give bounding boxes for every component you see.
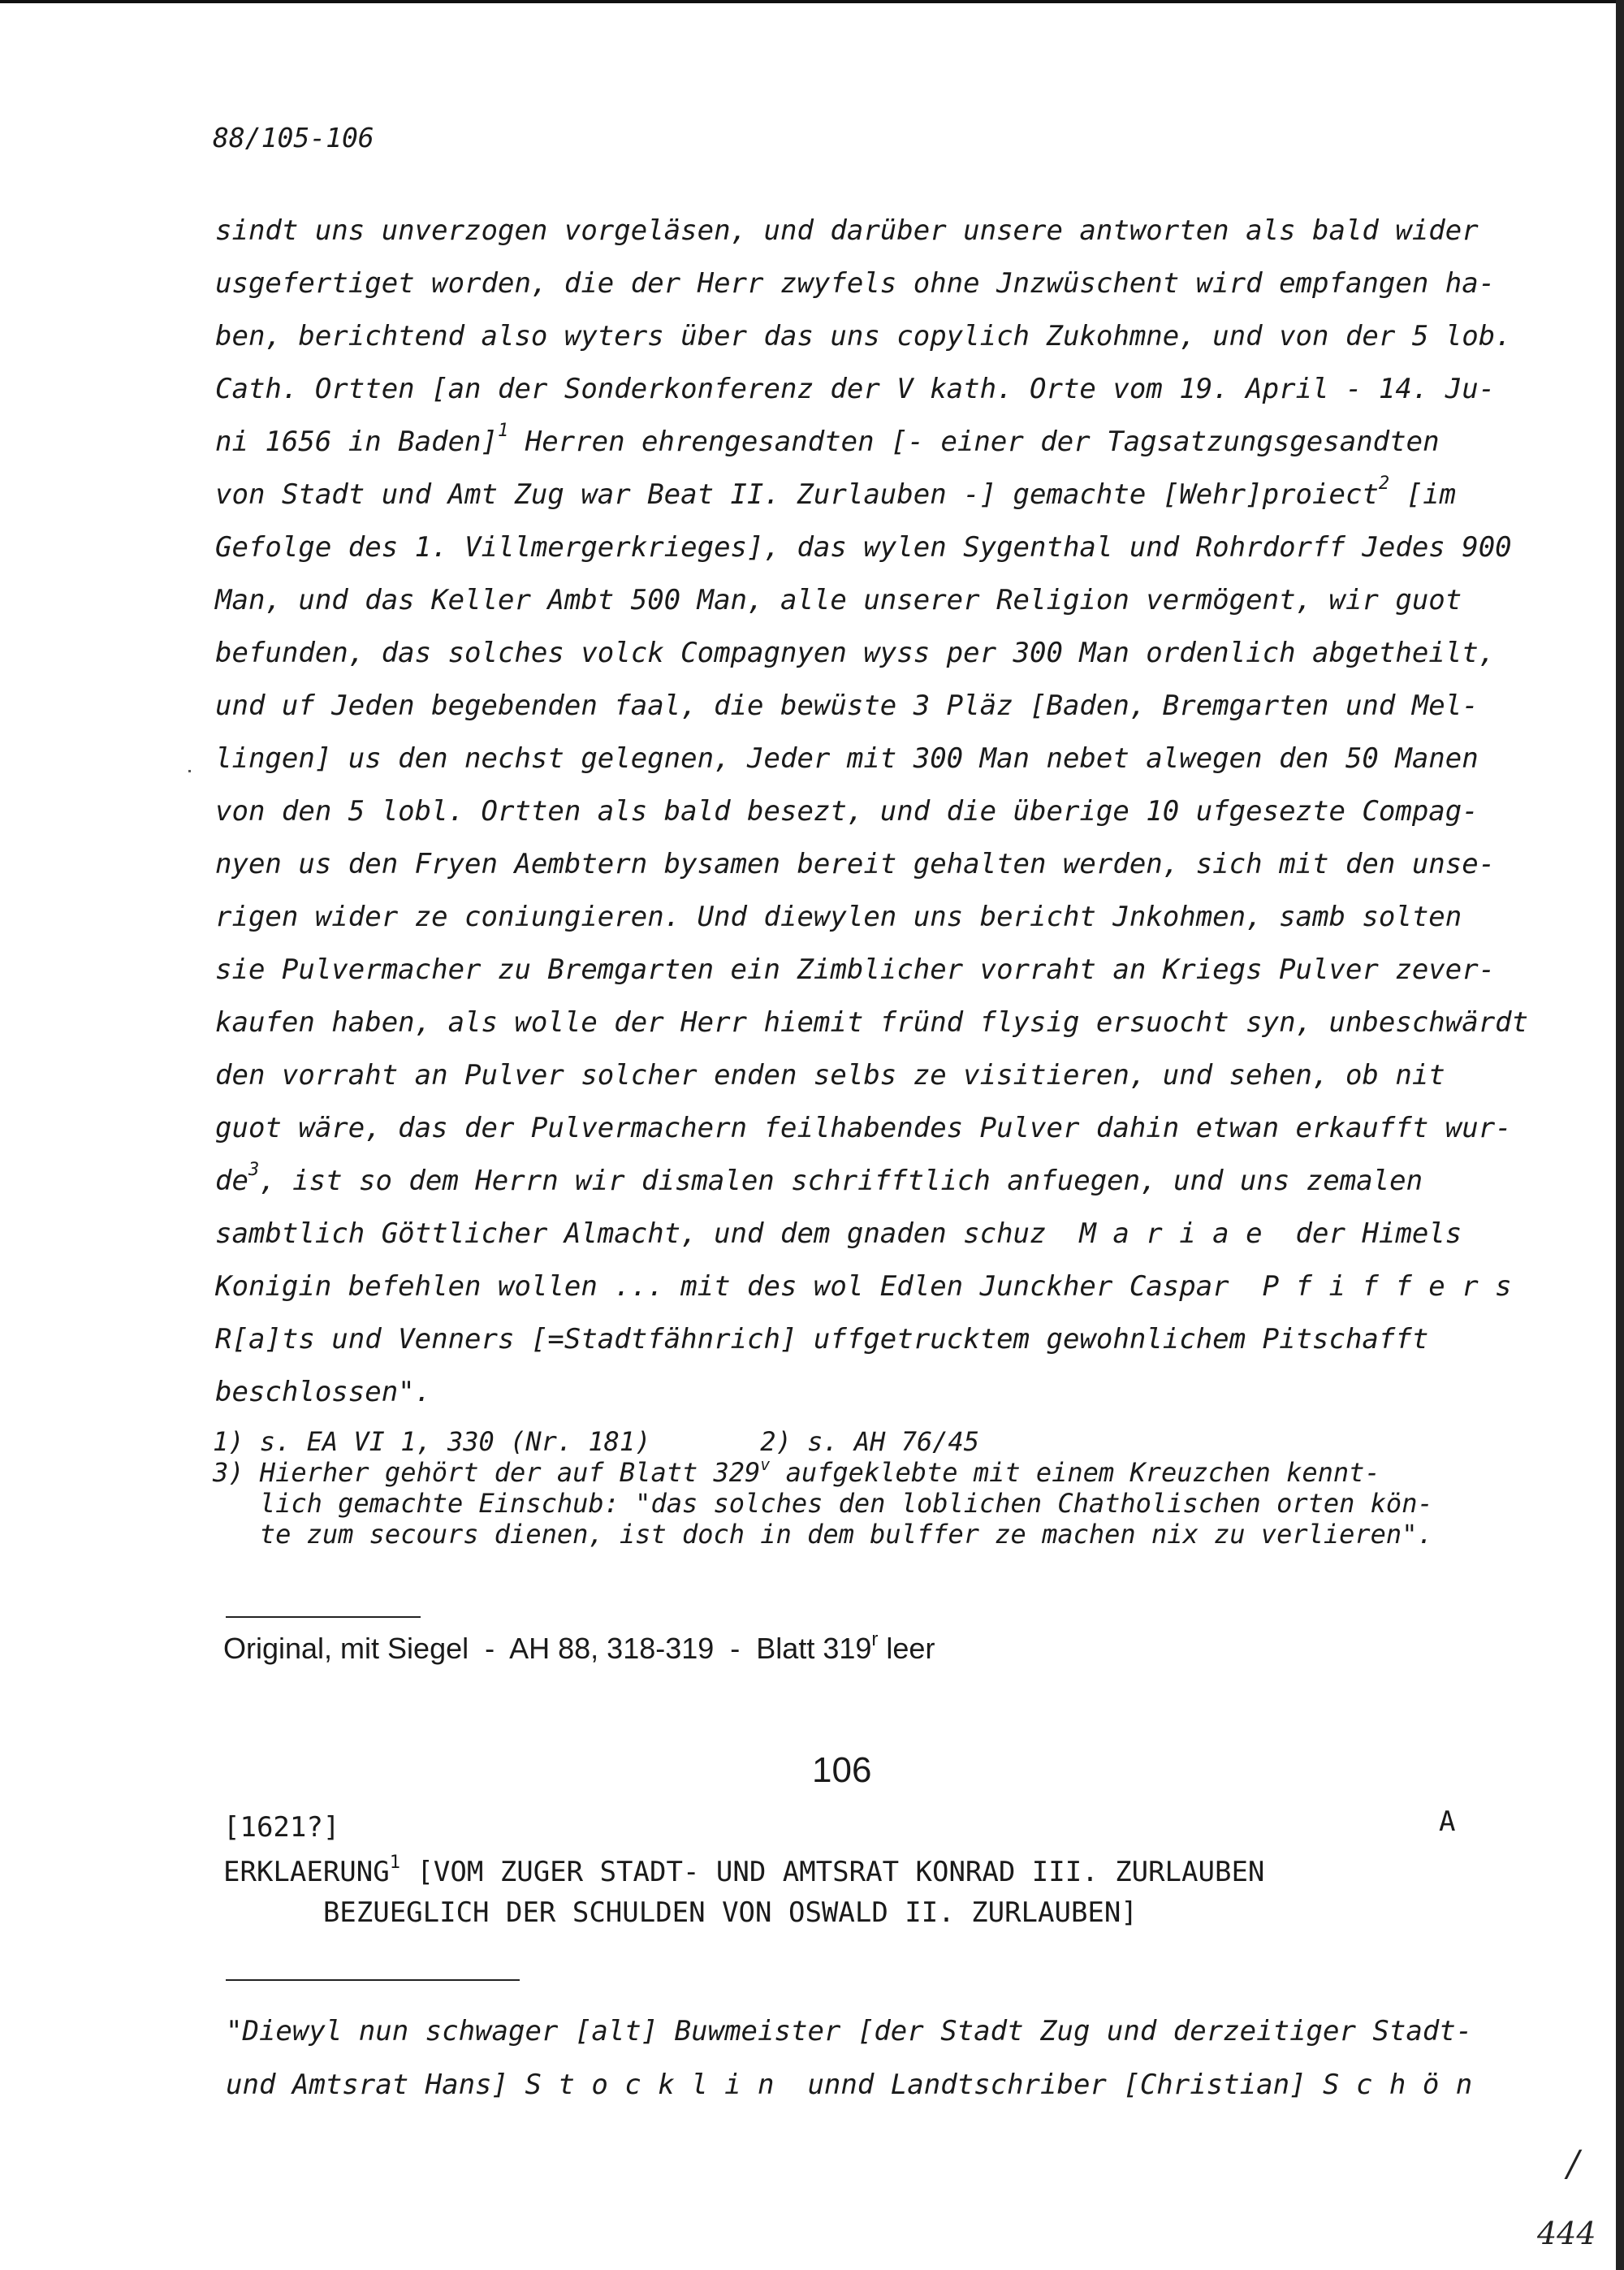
body-line: Gefolge des 1. Villmergerkrieges], das wylen Sygenthal und Rohrdorff Jedes 900	[215, 531, 1512, 564]
body-line: kaufen haben, als wolle der Herr hiemit fründ flysig ersuocht syn, unbeschwärdt	[215, 1006, 1529, 1039]
footnote-ref: 1	[498, 421, 509, 441]
footnote-text: te zum secours dienen, ist doch in dem bulffer ze machen nix zu verlieren".	[213, 1519, 1433, 1550]
body-line	[215, 416, 1506, 469]
document-mark: A	[1439, 1805, 1456, 1838]
body-line: sambtlich Göttlicher Almacht, und dem gnaden schuz M a r i a e der Himels	[215, 1217, 1462, 1250]
body-text: de	[215, 1165, 248, 1197]
title-footnote-ref: 1	[389, 1853, 400, 1873]
body-line: R[a]ts und Venners [=Stadtfähnrich] uffgetrucktem gewohnlichem Pitschafft	[215, 1323, 1429, 1356]
body-text: [im	[1389, 478, 1457, 511]
handwritten-page-number: 444	[1537, 2216, 1596, 2251]
title-line2: BEZUEGLICH DER SCHULDEN VON OSWALD II. ZURLAUBEN]	[223, 1896, 1138, 1929]
quote-line: "Diewyl nun schwager [alt] Buwmeister [der Stadt Zug und derzeitiger Stadt-	[226, 2015, 1473, 2047]
document-date: [1621?]	[223, 1811, 340, 1844]
source-text: Original, mit Siegel - AH 88, 318-319 - Blatt 319	[223, 1632, 872, 1665]
divider-rule	[226, 1616, 421, 1618]
body-line: und uf Jeden begebenden faal, die bewüste 3 Pläz [Baden, Bremgarten und Mel-	[215, 690, 1479, 722]
body-line: lingen] us den nechst gelegnen, Jeder mit 300 Man nebet alwegen den 50 Manen	[215, 742, 1479, 775]
footnote-ref: 3	[248, 1160, 260, 1180]
title-line1-rest: [VOM ZUGER STADT- UND AMTSRAT KONRAD III. ZURLAUBEN	[400, 1856, 1265, 1888]
document-quote	[226, 2004, 1525, 2112]
body-line: guot wäre, das der Pulvermachern feilhabendes Pulver dahin etwan erkaufft wur-	[215, 1112, 1512, 1144]
body-line: ben, berichtend also wyters über das uns copylich Zukohmne, und von der 5 lob.	[215, 320, 1512, 352]
footnote-line	[213, 1426, 1528, 1457]
footnote-superscript: v	[760, 1455, 771, 1474]
page-right-edge	[1616, 0, 1624, 2270]
footnote-text: aufgeklebte mit einem Kreuzchen kennt-	[770, 1457, 1380, 1488]
page-top-edge	[0, 0, 1624, 3]
footnote-text: 2) s. AH 76/45	[760, 1426, 980, 1457]
footnote-text: 3) Hierher gehört der auf Blatt 329	[213, 1457, 761, 1488]
body-line: usgefertiget worden, die der Herr zwyfels ohne Jnzwüschent wird empfangen ha-	[215, 267, 1496, 300]
body-text: Herren ehrengesandten [- einer der Tagsatzungsgesandten	[508, 426, 1440, 458]
margin-dot	[188, 770, 191, 772]
body-line	[215, 469, 1506, 521]
body-line: befunden, das solches volck Compagnyen wyss per 300 Man ordenlich abgetheilt,	[215, 637, 1496, 669]
source-note	[223, 1628, 935, 1669]
body-text: , ist so dem Herrn wir dismalen schrifftlich anfuegen, und uns zemalen	[259, 1165, 1423, 1197]
body-line: von den 5 lobl. Ortten als bald besezt, und die überige 10 ufgesezte Compag-	[215, 795, 1479, 828]
body-line: nyen us den Fryen Aembtern bysamen bereit gehalten werden, sich mit den unse-	[215, 848, 1496, 880]
footnote-line	[213, 1519, 1528, 1550]
body-text: von Stadt und Amt Zug war Beat II. Zurlauben -] gemachte [Wehr]proiect	[215, 478, 1379, 511]
body-line	[215, 1155, 1506, 1208]
body-line: sie Pulvermacher zu Bremgarten ein Zimblicher vorraht an Kriegs Pulver zever-	[215, 953, 1496, 986]
letter-body	[215, 205, 1529, 1419]
divider-rule-2	[226, 1979, 520, 1981]
footnotes	[213, 1426, 1528, 1550]
handwritten-mark: /	[1567, 2143, 1579, 2185]
document-title	[223, 1852, 1264, 1933]
body-line: Konigin befehlen wollen ... mit des wol Edlen Junckher Caspar P f i f f e r s	[215, 1270, 1512, 1303]
body-line: den vorraht an Pulver solcher enden selbs ze visitieren, und sehen, ob nit	[215, 1059, 1445, 1092]
footnote-text: lich gemachte Einschub: "das solches den loblichen Chatholischen orten kön-	[213, 1488, 1433, 1519]
footnote-text: 1) s. EA VI 1, 330 (Nr. 181)	[213, 1426, 761, 1457]
body-line: rigen wider ze coniungieren. Und diewylen uns bericht Jnkohmen, samb solten	[215, 901, 1462, 933]
body-line: sindt uns unverzogen vorgeläsen, und darüber unsere antworten als bald wider	[215, 214, 1479, 247]
page-reference: 88/105-106	[213, 122, 374, 153]
title-word: ERKLAERUNG	[223, 1856, 390, 1888]
body-text: ni 1656 in Baden]	[215, 426, 498, 458]
footnote-ref: 2	[1378, 473, 1390, 494]
body-line: beschlossen".	[215, 1376, 432, 1408]
footnote-line	[213, 1457, 1528, 1488]
body-line: Cath. Ortten [an der Sonderkonferenz der V kath. Orte vom 19. April - 14. Ju-	[215, 373, 1496, 405]
source-text-end: leer	[878, 1632, 935, 1665]
footnote-line	[213, 1488, 1528, 1519]
document-number: 106	[812, 1750, 872, 1790]
body-line: Man, und das Keller Ambt 500 Man, alle unserer Religion vermögent, wir guot	[215, 584, 1462, 616]
quote-line: und Amtsrat Hans] S t o c k l i n unnd Landtschriber [Christian] S c h ö n	[226, 2069, 1473, 2101]
source-superscript: r	[871, 1628, 879, 1650]
